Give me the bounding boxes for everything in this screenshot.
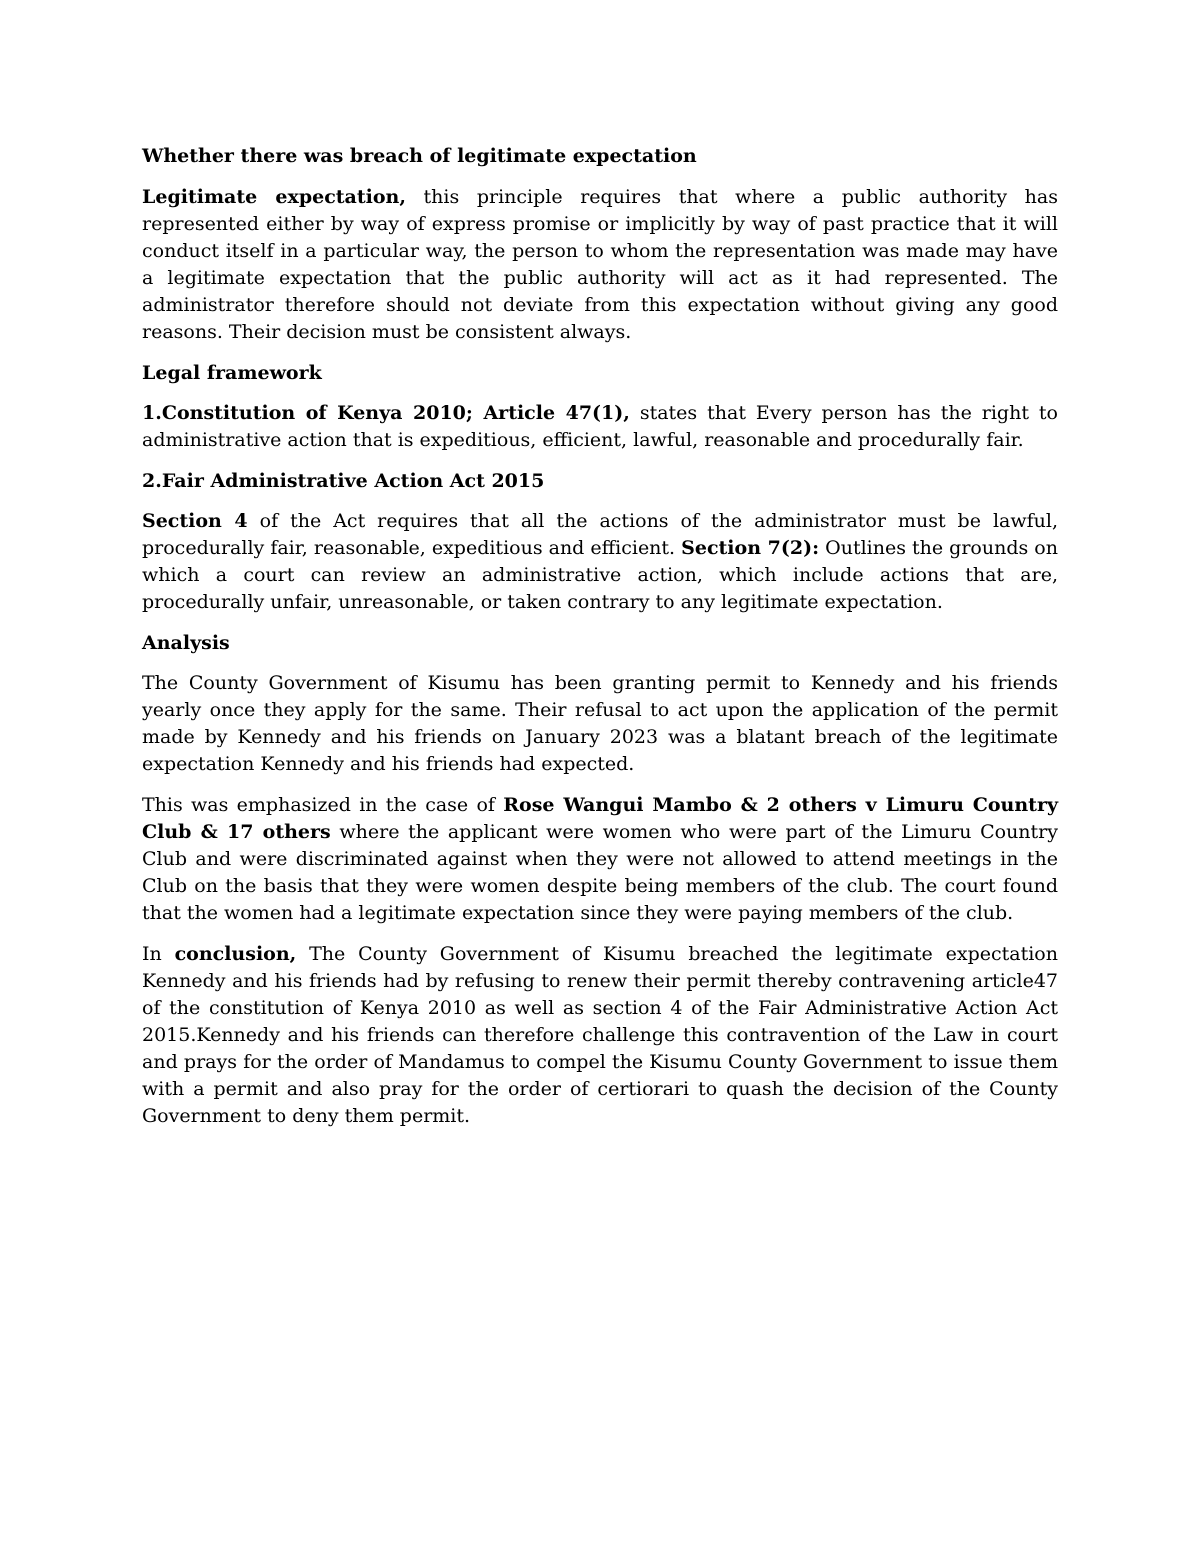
conclusion-text: The County Government of Kisumu breached the legitimate expectation Kennedy and his friends had by refusing to renew their permit thereby contravening article47 of the constitution of Kenya 2010 as well as section 4 of the Fair Administrative Action Act 2015.Kennedy and his friends can therefore challenge this contravention of the Law in court and prays for the order of Mandamus to compel the Kisumu County Government to issue them with a permit and also pray for the order of certiorari to quash the decision of the County Government to deny them permit. — [142, 943, 1058, 1127]
constitution-text: states that Every person has the right to administrative action that is expeditious, efficient, lawful, reasonable and procedurally fair. — [142, 402, 1058, 451]
case-text: where the applicant were women who were part of the Limuru Country Club and were discriminated against when they were not allowed to attend meetings in the Club on the basis that they were women despite being members of the club. The court found that the women had a legitimate expectation since they were paying members of the club. — [142, 821, 1058, 924]
analysis-paragraph: The County Government of Kisumu has been granting permit to Kennedy and his friends yearly once they apply for the same. Their refusal to act upon the application of the permit made by Kennedy and his friends on January 2023 was a blatant breach of the legitimate expectation Kennedy and his friends had expected. — [142, 672, 1058, 775]
intro-paragraph — [142, 184, 1058, 346]
constitution-label: 1.Constitution of Kenya 2010; Article 47(1), — [142, 402, 630, 424]
conclusion-lead: In — [142, 943, 175, 965]
analysis-heading: Analysis — [142, 632, 230, 654]
document-body — [142, 143, 1058, 1144]
fair-admin-act-heading: 2.Fair Administrative Action Act 2015 — [142, 470, 545, 492]
constitution-paragraph — [142, 400, 1058, 454]
document-title: Whether there was breach of legitimate expectation — [142, 145, 697, 167]
intro-text: this principle requires that where a public authority has represented either by way of express promise or implicitly by way of past practice that it will conduct itself in a particular way, the person to whom the representation was made may have a legitimate expectation that the public authority will act as it had represented. The administrator therefore should not deviate from this expectation without giving any good reasons. Their decision must be consistent always. — [142, 186, 1058, 343]
section7-text: Outlines the grounds on which a court can review an administrative action, which include actions that are, procedurally unfair, unreasonable, or taken contrary to any legitimate expectation. — [142, 537, 1058, 613]
legal-framework-heading: Legal framework — [142, 362, 322, 384]
case-lead: This was emphasized in the case of — [142, 794, 504, 816]
conclusion-paragraph — [142, 941, 1058, 1130]
fair-admin-act-paragraph — [142, 508, 1058, 616]
case-name: Rose Wangui Mambo & 2 others v Limuru Country Club & 17 others — [142, 794, 1059, 843]
intro-term: Legitimate expectation, — [142, 186, 406, 208]
case-paragraph — [142, 792, 1058, 927]
conclusion-bold: conclusion, — [174, 943, 297, 965]
section4-label: Section 4 — [142, 510, 248, 532]
section7-label: Section 7(2): — [681, 537, 820, 559]
section4-text: of the Act requires that all the actions of the administrator must be lawful, procedurally fair, reasonable, expeditious and efficient. — [142, 510, 1059, 559]
